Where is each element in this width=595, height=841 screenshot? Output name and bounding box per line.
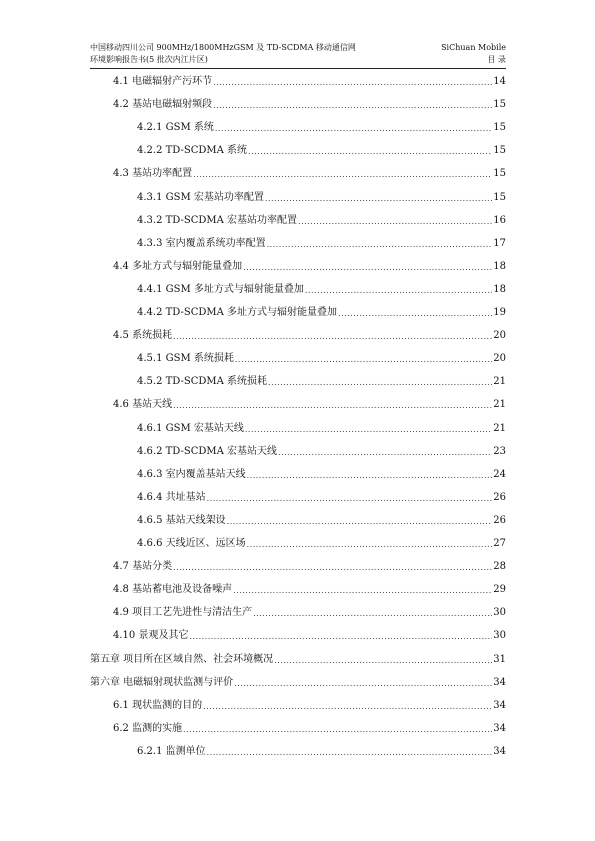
toc-entry-title: 第五章 项目所在区域自然、社会环境概况: [90, 653, 274, 665]
toc-dot-leader: [268, 377, 492, 389]
toc-entry[interactable]: [137, 212, 506, 228]
toc-page-number: 17: [493, 237, 506, 249]
toc-page-number: 30: [493, 607, 506, 619]
toc-entry-title: 4.6.4 共址基站: [137, 491, 206, 503]
header-report-title: 环境影响报告书(5 批次内江片区): [90, 55, 208, 64]
toc-entry-title: 4.8 基站蓄电池及设备噪声: [113, 584, 233, 596]
toc-entry[interactable]: [137, 142, 506, 158]
toc-entry-title: 4.4.1 GSM 多址方式与辐射能量叠加: [137, 283, 304, 295]
toc-entry[interactable]: [113, 165, 506, 181]
toc-entry[interactable]: [137, 443, 506, 459]
toc-entry-title: 4.4.2 TD-SCDMA 多址方式与辐射能量叠加: [137, 307, 338, 318]
toc-dot-leader: [248, 146, 492, 158]
toc-dot-leader: [233, 585, 492, 597]
toc-dot-leader: [173, 562, 492, 574]
toc-page-number: 20: [493, 330, 506, 342]
toc-page-number: 16: [493, 214, 506, 226]
toc-entry-title: 4.3 基站功率配置: [113, 168, 193, 180]
toc-dot-leader: [234, 678, 492, 690]
toc-page-number: 15: [493, 99, 506, 111]
toc-page-number: 24: [493, 468, 506, 480]
toc-dot-leader: [243, 262, 492, 274]
toc-page-number: 23: [493, 445, 506, 457]
toc-dot-leader: [207, 493, 493, 505]
toc-entry[interactable]: [137, 373, 506, 389]
header-section: 目 录: [487, 55, 506, 64]
toc-dot-leader: [189, 631, 492, 643]
toc-dot-leader: [267, 239, 493, 251]
toc-entry-title: 4.3.2 TD-SCDMA 宏基站功率配置: [137, 214, 298, 226]
toc-entry[interactable]: [113, 627, 506, 643]
toc-page-number: 28: [493, 561, 506, 573]
toc-page-number: 15: [493, 168, 506, 180]
toc-page-number: 34: [493, 745, 506, 757]
toc-dot-leader: [203, 701, 492, 713]
toc-dot-leader: [207, 747, 493, 759]
toc-page-number: 15: [493, 191, 506, 203]
toc-dot-leader: [173, 400, 492, 412]
toc-entry-title: 第六章 电磁辐射现状监测与评价: [90, 676, 234, 688]
toc-page-number: 15: [493, 122, 506, 134]
toc-entry-title: 4.4 多址方式与辐射能量叠加: [113, 260, 243, 272]
toc-dot-leader: [305, 285, 492, 297]
toc-dot-leader: [298, 216, 492, 228]
toc-dot-leader: [265, 193, 492, 205]
toc-page-number: 34: [493, 676, 506, 688]
toc-entry[interactable]: [137, 420, 506, 436]
toc-page-number: 34: [493, 699, 506, 711]
toc-page-number: 27: [493, 538, 506, 549]
toc-entry-title: 4.6.3 室内覆盖基站天线: [137, 468, 246, 480]
toc-page-number: 26: [493, 514, 506, 526]
toc-entry-title: 4.9 项目工艺先进性与清洁生产: [113, 607, 253, 619]
toc-entry[interactable]: [113, 327, 506, 343]
toc-dot-leader: [253, 608, 492, 620]
toc-entry-title: 4.10 景观及其它: [113, 630, 189, 642]
toc-entry[interactable]: [113, 73, 506, 89]
toc-dot-leader: [213, 100, 492, 112]
toc-dot-leader: [274, 655, 492, 667]
toc-page-number: 19: [493, 307, 506, 318]
toc-entry[interactable]: [137, 743, 506, 759]
toc-entry[interactable]: [113, 720, 506, 736]
toc-page-number: 30: [493, 630, 506, 642]
toc-entry-title: 4.5.1 GSM 系统损耗: [137, 353, 234, 365]
toc-entry[interactable]: [113, 604, 506, 620]
toc-entry-title: 4.2 基站电磁辐射频段: [113, 99, 213, 111]
toc-entry-title: 4.3.1 GSM 宏基站功率配置: [137, 191, 264, 203]
toc-entry-title: 4.6.6 天线近区、远区场: [137, 538, 246, 549]
toc-entry-title: 6.2.1 监测单位: [137, 745, 206, 757]
toc-entry[interactable]: [113, 96, 506, 112]
toc-page-number: 14: [493, 76, 506, 87]
toc-page-number: 15: [493, 145, 506, 157]
toc-dot-leader: [247, 470, 493, 482]
toc-entry[interactable]: [137, 466, 506, 482]
toc-entry[interactable]: [90, 651, 506, 667]
toc-entry-title: 4.2.1 GSM 系统: [137, 122, 214, 134]
toc-page-number: 20: [493, 353, 506, 365]
toc-entry[interactable]: [137, 489, 506, 505]
header-right: [441, 42, 506, 66]
toc-page-number: 21: [493, 422, 506, 434]
toc-page-number: 31: [493, 653, 506, 665]
toc-dot-leader: [245, 424, 492, 436]
toc-dot-leader: [215, 123, 492, 135]
toc-entry[interactable]: [137, 235, 506, 251]
toc-page-number: 21: [493, 376, 506, 388]
toc-entry[interactable]: [113, 697, 506, 713]
toc-entry-title: 4.7 基站分类: [113, 561, 173, 573]
toc-entry[interactable]: [113, 258, 506, 274]
toc-entry[interactable]: [113, 396, 506, 412]
toc-dot-leader: [235, 354, 492, 366]
toc-entry[interactable]: [137, 350, 506, 366]
toc-entry-title: 4.3.3 室内覆盖系统功率配置: [137, 237, 266, 249]
toc-dot-leader: [183, 724, 492, 736]
toc-dot-leader: [193, 169, 492, 181]
header-left: [90, 42, 356, 66]
toc-page-number: 29: [493, 584, 506, 596]
toc-dot-leader: [278, 447, 492, 459]
toc-entry-title: 4.1 电磁辐射产污环节: [113, 76, 213, 87]
toc-entry[interactable]: [137, 535, 506, 551]
toc-page-number: 34: [493, 722, 506, 734]
toc-dot-leader: [173, 331, 492, 343]
toc-dot-leader: [247, 539, 493, 551]
toc-page-number: 26: [493, 491, 506, 503]
toc-entry-title: 4.6 基站天线: [113, 399, 173, 411]
toc-page-number: 18: [493, 260, 506, 272]
toc-entry[interactable]: [137, 304, 506, 320]
toc-dot-leader: [227, 516, 493, 528]
toc-page-number: 18: [493, 283, 506, 295]
toc-entry-title: 4.6.5 基站天线架设: [137, 514, 226, 526]
toc-entry-title: 4.5.2 TD-SCDMA 系统损耗: [137, 376, 268, 388]
toc-entry-title: 6.1 现状监测的目的: [113, 699, 203, 711]
toc-entry[interactable]: [90, 674, 506, 690]
toc-entry[interactable]: [137, 512, 506, 528]
toc-entry[interactable]: [137, 189, 506, 205]
toc-entry-title: 4.5 系统损耗: [113, 330, 173, 342]
toc-entry[interactable]: [113, 558, 506, 574]
toc-entry[interactable]: [137, 119, 506, 135]
toc-entry[interactable]: [113, 581, 506, 597]
toc-entry[interactable]: [137, 281, 506, 297]
page-header: [90, 42, 506, 69]
toc-entry-title: 4.6.2 TD-SCDMA 宏基站天线: [137, 445, 278, 457]
toc-dot-leader: [338, 308, 492, 320]
header-project-title: 中国移动四川公司 900MHz/1800MHzGSM 及 TD-SCDMA 移动通信网: [90, 43, 356, 52]
toc-entry-title: 4.6.1 GSM 宏基站天线: [137, 422, 244, 434]
toc-page-number: 21: [493, 399, 506, 411]
toc-entry-title: 6.2 监测的实施: [113, 722, 183, 734]
toc-entry-title: 4.2.2 TD-SCDMA 系统: [137, 145, 248, 157]
header-company: SiChuan Mobile: [441, 43, 506, 52]
toc-dot-leader: [213, 77, 492, 89]
